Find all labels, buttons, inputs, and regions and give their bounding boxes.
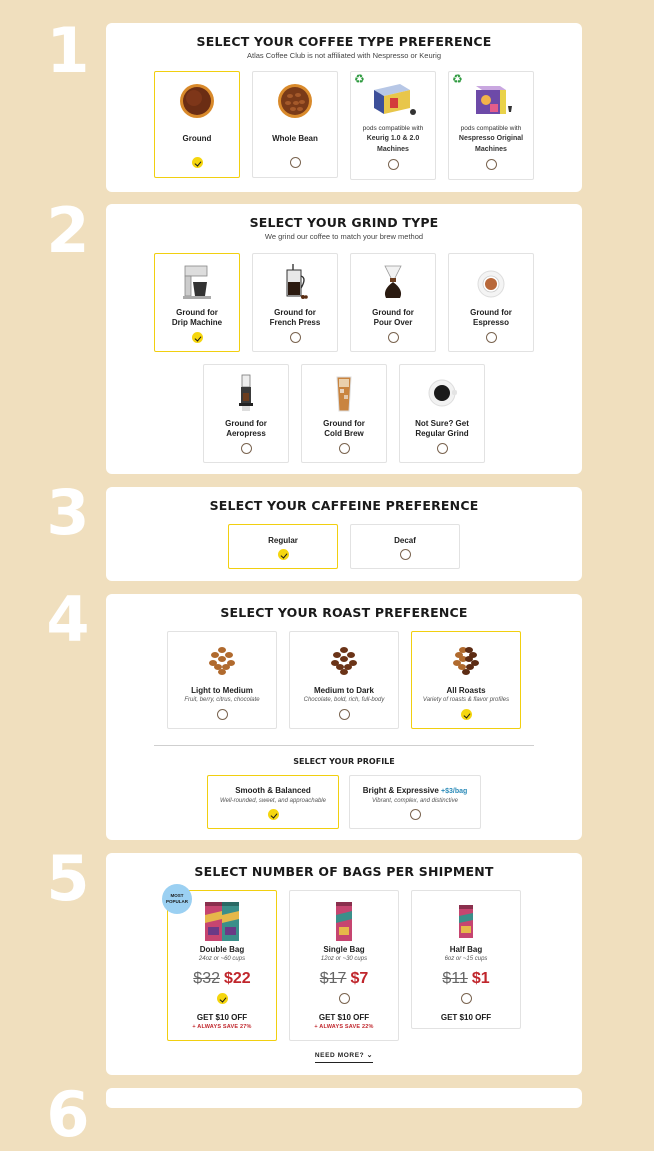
step-number-1: 1 bbox=[46, 14, 90, 87]
grind-french-press[interactable] bbox=[252, 253, 338, 352]
bags-double-radio[interactable] bbox=[217, 993, 228, 1004]
most-popular-badge: MOST POPULAR bbox=[162, 884, 192, 914]
grind-espresso[interactable] bbox=[448, 253, 534, 352]
grind-pour-l1: Ground for bbox=[372, 308, 414, 317]
grind-french-l2: French Press bbox=[269, 318, 321, 327]
ground-coffee-icon bbox=[178, 82, 216, 120]
drip-machine-icon bbox=[181, 264, 213, 300]
coffee-cup-icon bbox=[426, 375, 458, 411]
bags-double-save: + ALWAYS SAVE 27% bbox=[192, 1024, 252, 1030]
nespresso-line3: Machines bbox=[475, 146, 507, 153]
caffeine-regular-label: Regular bbox=[268, 536, 298, 545]
roast-all-label: All Roasts bbox=[446, 686, 486, 695]
profile-smooth-radio[interactable] bbox=[268, 809, 279, 820]
option-nespresso-pods[interactable] bbox=[448, 71, 534, 180]
grind-french-radio[interactable] bbox=[290, 332, 301, 343]
grind-pour-radio[interactable] bbox=[388, 332, 399, 343]
half-bag-icon bbox=[457, 903, 475, 939]
nespresso-line2: Nespresso Original bbox=[458, 135, 524, 142]
option-ground[interactable] bbox=[154, 71, 240, 178]
roast-light-desc: Fruit, berry, citrus, chocolate bbox=[184, 697, 260, 703]
bags-title: SELECT NUMBER OF BAGS PER SHIPMENT bbox=[194, 864, 494, 879]
bags-single-desc: 12oz or ~30 cups bbox=[320, 956, 368, 962]
double-bag-icon bbox=[202, 899, 242, 943]
grind-drip-l2: Drip Machine bbox=[171, 318, 223, 327]
bags-single-new-price: $7 bbox=[350, 970, 369, 987]
keurig-line1: pods compatible with bbox=[362, 125, 424, 132]
keurig-line2-wrap bbox=[351, 134, 435, 143]
nespresso-line3-wrap bbox=[449, 145, 533, 154]
bags-double-old-price: $32 bbox=[193, 970, 220, 987]
grind-french-l1: Ground for bbox=[274, 308, 316, 317]
roast-dark-label: Medium to Dark bbox=[313, 686, 374, 695]
caffeine-decaf[interactable] bbox=[350, 524, 460, 569]
bags-half-label: Half Bag bbox=[449, 945, 483, 954]
grind-pour-l2: Pour Over bbox=[373, 318, 413, 327]
bags-single-save: + ALWAYS SAVE 22% bbox=[314, 1024, 374, 1030]
dark-roast-beans-icon bbox=[326, 642, 362, 678]
coffee-type-subtitle: Atlas Coffee Club is not affiliated with Nespresso or Keurig bbox=[247, 51, 441, 60]
option-whole-bean-radio[interactable] bbox=[290, 157, 301, 168]
step-number-5: 5 bbox=[46, 842, 90, 915]
roast-card bbox=[106, 594, 582, 840]
bags-single-old-price: $17 bbox=[319, 970, 347, 987]
bags-double-label: Double Bag bbox=[199, 945, 245, 954]
roast-dark-radio[interactable] bbox=[339, 709, 350, 720]
bags-half-price bbox=[412, 970, 520, 988]
grind-type-card bbox=[106, 204, 582, 474]
keurig-line2: Keurig 1.0 & 2.0 bbox=[366, 135, 420, 142]
recycle-icon: ♻ bbox=[354, 72, 365, 86]
chevron-down-icon: ⌄ bbox=[366, 1052, 374, 1059]
grind-espresso-radio[interactable] bbox=[486, 332, 497, 343]
option-keurig-radio[interactable] bbox=[388, 159, 399, 170]
grind-regular-radio[interactable] bbox=[437, 443, 448, 454]
bags-single-price bbox=[290, 970, 398, 988]
bags-half[interactable] bbox=[411, 890, 521, 1029]
option-nespresso-radio[interactable] bbox=[486, 159, 497, 170]
profile-smooth-label: Smooth & Balanced bbox=[235, 786, 311, 795]
option-ground-label: Ground bbox=[182, 134, 212, 143]
roast-all[interactable] bbox=[411, 631, 521, 729]
next-step-card bbox=[106, 1088, 582, 1108]
roast-light-medium[interactable] bbox=[167, 631, 277, 729]
bags-half-old-price: $11 bbox=[442, 970, 468, 987]
bags-double-new-price: $22 bbox=[224, 970, 251, 987]
bags-double-desc: 24oz or ~60 cups bbox=[198, 956, 246, 962]
grind-pour-over[interactable] bbox=[350, 253, 436, 352]
grind-regular-l1: Not Sure? Get bbox=[415, 419, 469, 428]
roast-title: SELECT YOUR ROAST PREFERENCE bbox=[220, 605, 468, 620]
option-ground-radio[interactable] bbox=[192, 157, 203, 168]
caffeine-decaf-label: Decaf bbox=[394, 536, 416, 545]
cold-brew-glass-icon bbox=[328, 373, 360, 413]
nespresso-line2-wrap bbox=[449, 134, 533, 143]
option-whole-bean-label: Whole Bean bbox=[272, 134, 318, 143]
roast-dark-desc: Chocolate, bold, rich, full-body bbox=[303, 697, 385, 703]
pour-over-icon bbox=[377, 264, 409, 300]
aeropress-icon bbox=[230, 373, 262, 413]
bags-single-label: Single Bag bbox=[323, 945, 365, 954]
grind-aeropress-l2: Aeropress bbox=[226, 429, 266, 438]
all-roasts-beans-icon bbox=[448, 642, 484, 678]
option-whole-bean[interactable] bbox=[252, 71, 338, 178]
profile-bright-label-wrap bbox=[350, 786, 480, 797]
step-number-3: 3 bbox=[46, 476, 90, 549]
profile-title: SELECT YOUR PROFILE bbox=[293, 757, 395, 766]
caffeine-title: SELECT YOUR CAFFEINE PREFERENCE bbox=[209, 498, 479, 513]
single-bag-icon bbox=[334, 899, 354, 943]
bags-half-desc: 6oz or ~15 cups bbox=[444, 956, 488, 962]
grind-title: SELECT YOUR GRIND TYPE bbox=[249, 215, 439, 230]
keurig-line3-wrap bbox=[351, 145, 435, 154]
coffee-type-title: SELECT YOUR COFFEE TYPE PREFERENCE bbox=[196, 34, 492, 49]
bags-card bbox=[106, 853, 582, 1075]
grind-cold-brew[interactable] bbox=[301, 364, 387, 463]
bags-half-radio[interactable] bbox=[461, 993, 472, 1004]
bags-single-radio[interactable] bbox=[339, 993, 350, 1004]
caffeine-regular-radio[interactable] bbox=[278, 549, 289, 560]
french-press-icon bbox=[279, 264, 311, 300]
step-number-6: 6 bbox=[46, 1078, 90, 1151]
caffeine-card bbox=[106, 487, 582, 581]
grind-drip-radio[interactable] bbox=[192, 332, 203, 343]
caffeine-decaf-radio[interactable] bbox=[400, 549, 411, 560]
recycle-icon: ♻ bbox=[452, 72, 463, 86]
grind-espresso-l2: Espresso bbox=[472, 318, 510, 327]
bags-half-new-price: $1 bbox=[471, 970, 490, 987]
nespresso-line1: pods compatible with bbox=[460, 125, 522, 132]
profile-bright-label: Bright & Expressive bbox=[362, 786, 439, 795]
option-keurig-pods[interactable] bbox=[350, 71, 436, 180]
need-more-label-wrap bbox=[315, 1052, 373, 1063]
grind-regular[interactable] bbox=[399, 364, 485, 463]
need-more-label: NEED MORE? bbox=[314, 1052, 365, 1059]
espresso-cup-icon bbox=[475, 264, 507, 300]
roast-all-radio[interactable] bbox=[461, 709, 472, 720]
grind-espresso-l1: Ground for bbox=[470, 308, 512, 317]
roast-light-label: Light to Medium bbox=[191, 686, 253, 695]
grind-subtitle: We grind our coffee to match your brew method bbox=[264, 232, 424, 241]
caffeine-regular[interactable] bbox=[228, 524, 338, 569]
keurig-line3: Machines bbox=[377, 146, 409, 153]
grind-cold-l2: Cold Brew bbox=[324, 429, 364, 438]
profile-smooth-desc: Well-rounded, sweet, and approachable bbox=[220, 798, 326, 804]
roast-all-desc: Variety of roasts & flavor profiles bbox=[422, 697, 510, 703]
profile-smooth-balanced[interactable] bbox=[207, 775, 339, 829]
grind-aeropress-radio[interactable] bbox=[241, 443, 252, 454]
profile-bright-desc: Vibrant, complex, and distinctive bbox=[372, 798, 458, 804]
grind-regular-l2: Regular Grind bbox=[415, 429, 469, 438]
grind-cold-radio[interactable] bbox=[339, 443, 350, 454]
bags-single[interactable] bbox=[289, 890, 399, 1041]
profile-bright-extra: +$3/bag bbox=[441, 788, 468, 795]
bags-double-offer: GET $10 OFF bbox=[196, 1013, 248, 1022]
light-roast-beans-icon bbox=[204, 642, 240, 678]
grind-drip-machine[interactable] bbox=[154, 253, 240, 352]
roast-divider bbox=[154, 745, 534, 746]
grind-aeropress[interactable] bbox=[203, 364, 289, 463]
roast-medium-dark[interactable] bbox=[289, 631, 399, 729]
need-more-link[interactable] bbox=[106, 1051, 582, 1059]
keurig-pods-box-icon bbox=[368, 80, 418, 118]
step-number-4: 4 bbox=[46, 583, 90, 656]
profile-bright-expressive[interactable] bbox=[349, 775, 481, 829]
coffee-type-card bbox=[106, 23, 582, 192]
bags-double-price bbox=[168, 970, 276, 988]
bags-single-offer: GET $10 OFF bbox=[318, 1013, 370, 1022]
bags-half-offer: GET $10 OFF bbox=[440, 1013, 492, 1022]
step-number-2: 2 bbox=[46, 194, 90, 267]
grind-cold-l1: Ground for bbox=[323, 419, 365, 428]
whole-bean-icon bbox=[276, 82, 314, 120]
roast-light-radio[interactable] bbox=[217, 709, 228, 720]
profile-bright-radio[interactable] bbox=[410, 809, 421, 820]
grind-aeropress-l1: Ground for bbox=[225, 419, 267, 428]
grind-drip-l1: Ground for bbox=[176, 308, 218, 317]
bags-double[interactable] bbox=[167, 890, 277, 1041]
nespresso-pods-box-icon bbox=[466, 80, 516, 118]
